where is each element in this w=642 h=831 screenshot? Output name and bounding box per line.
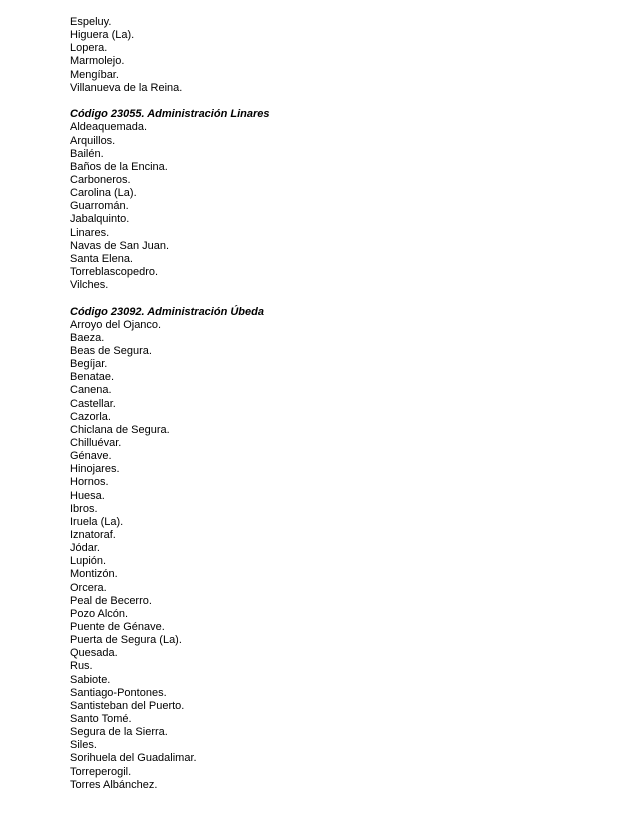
list-item: Segura de la Sierra. xyxy=(70,726,168,739)
list-item: Montizón. xyxy=(70,568,118,581)
list-item: Torreperogil. xyxy=(70,765,132,778)
list-item: Benatae. xyxy=(70,371,115,384)
list-item: Carolina (La). xyxy=(70,187,137,200)
list-item: Sabiote. xyxy=(70,673,111,686)
section-heading: Código 23055. Administración Linares xyxy=(70,108,270,121)
list-item: Iruela (La). xyxy=(70,515,124,528)
list-item: Quesada. xyxy=(70,647,118,660)
list-item: Lupión. xyxy=(70,555,107,568)
list-item: Villanueva de la Reina. xyxy=(70,81,183,94)
list-item: Marmolejo. xyxy=(70,55,125,68)
list-item: Santiago-Pontones. xyxy=(70,686,167,699)
list-item: Espeluy. xyxy=(70,16,112,28)
document-page xyxy=(70,16,610,792)
list-item: Arquillos. xyxy=(70,134,116,147)
list-item: Santo Tomé. xyxy=(70,712,132,725)
list-item: Chilluévar. xyxy=(70,437,122,449)
list-item: Jabalquinto. xyxy=(70,213,130,226)
list-item: Bailén. xyxy=(70,147,104,160)
list-item: Beas de Segura. xyxy=(70,345,152,358)
list-item: Huesa. xyxy=(70,489,105,502)
list-item: Rus. xyxy=(70,660,93,673)
list-item: Mengíbar. xyxy=(70,68,119,81)
list-item: Santa Elena. xyxy=(70,252,133,265)
list-item: Pozo Alcón. xyxy=(70,607,129,620)
section-linares xyxy=(70,108,610,292)
list-item: Higuera (La). xyxy=(70,29,135,42)
list-item: Hornos. xyxy=(70,476,109,489)
list-item: Cazorla. xyxy=(70,410,111,423)
list-item: Orcera. xyxy=(70,581,107,594)
list-item: Carboneros. xyxy=(70,173,131,186)
list-item: Baños de la Encina. xyxy=(70,160,168,173)
list-item: Puerta de Segura (La). xyxy=(70,634,182,647)
list-item: Vilches. xyxy=(70,279,109,292)
list-item: Castellar. xyxy=(70,397,116,410)
list-item: Guarromán. xyxy=(70,200,129,213)
section-ubeda xyxy=(70,306,610,792)
list-item: Torreblascopedro. xyxy=(70,265,159,278)
list-item: Santisteban del Puerto. xyxy=(70,699,185,712)
list-item: Génave. xyxy=(70,450,112,463)
list-item: Hinojares. xyxy=(70,463,120,476)
list-item: Begíjar. xyxy=(70,358,108,371)
list-item: Lopera. xyxy=(70,42,108,55)
section-heading: Código 23092. Administración Úbeda xyxy=(70,305,264,318)
list-item: Peal de Becerro. xyxy=(70,594,152,607)
list-item: Sorihuela del Guadalimar. xyxy=(70,752,197,765)
list-item: Puente de Génave. xyxy=(70,620,165,633)
intro-list xyxy=(70,16,610,95)
list-item: Arroyo del Ojanco. xyxy=(70,318,162,331)
list-item: Aldeaquemada. xyxy=(70,121,148,134)
list-item: Linares. xyxy=(70,226,110,239)
list-item: Canena. xyxy=(70,384,112,397)
list-item: Ibros. xyxy=(70,502,98,515)
list-item: Siles. xyxy=(70,739,97,752)
list-item: Baeza. xyxy=(70,331,105,344)
list-item: Jódar. xyxy=(70,542,100,555)
list-item: Iznatoraf. xyxy=(70,528,116,541)
list-item: Torres Albánchez. xyxy=(70,778,158,791)
list-item: Chiclana de Segura. xyxy=(70,423,170,436)
list-item: Navas de San Juan. xyxy=(70,239,170,252)
